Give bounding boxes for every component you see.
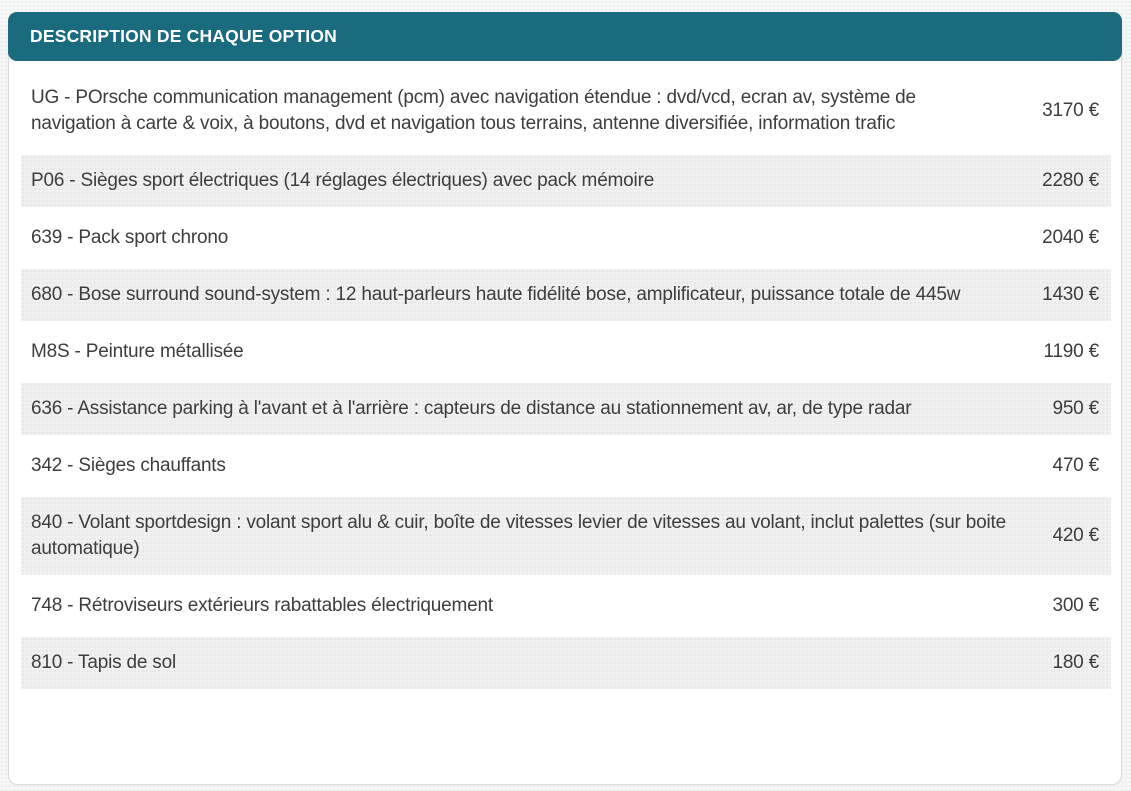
option-row [21, 637, 1111, 689]
option-price: 1190 € [1043, 341, 1099, 362]
option-price: 950 € [1052, 398, 1099, 419]
option-price: 470 € [1052, 455, 1099, 476]
option-row [21, 383, 1111, 435]
page-title: DESCRIPTION DE CHAQUE OPTION [30, 26, 338, 46]
options-card [8, 12, 1122, 785]
option-description: 680 - Bose surround sound-system : 12 haut-parleurs haute fidélité bose, amplificateur, puissance totale de 445w [31, 284, 961, 305]
option-row [21, 440, 1111, 492]
option-price: 1430 € [1042, 284, 1099, 305]
option-description: 342 - Sièges chauffants [31, 455, 226, 476]
option-description: 639 - Pack sport chrono [31, 227, 229, 248]
option-description: UG - POrsche communication management (pcm) avec navigation étendue : dvd/vcd, ecran av, système de navigation à carte & voix, à boutons, dvd et navigation tous terrains, antenne diversifiée, information trafic [31, 87, 916, 134]
option-row [21, 72, 1111, 150]
option-price: 2280 € [1042, 170, 1099, 191]
option-row [21, 326, 1111, 378]
option-price: 300 € [1052, 595, 1099, 616]
option-row [21, 580, 1111, 632]
options-card-header [8, 12, 1122, 61]
option-price: 180 € [1052, 652, 1099, 673]
option-row [21, 212, 1111, 264]
option-description: 636 - Assistance parking à l'avant et à l'arrière : capteurs de distance au stationnement av, ar, de type radar [31, 398, 912, 419]
option-price: 2040 € [1042, 227, 1099, 248]
option-row [21, 155, 1111, 207]
option-price: 420 € [1052, 525, 1099, 546]
option-description: 840 - Volant sportdesign : volant sport alu & cuir, boîte de vitesses levier de vitesses au volant, inclut palettes (sur boite automatique) [31, 512, 1006, 559]
option-row [21, 497, 1111, 575]
option-description: 748 - Rétroviseurs extérieurs rabattables électriquement [31, 595, 493, 616]
option-description: M8S - Peinture métallisée [31, 341, 244, 362]
option-description: 810 - Tapis de sol [31, 652, 176, 673]
option-description: P06 - Sièges sport électriques (14 réglages électriques) avec pack mémoire [31, 170, 655, 191]
options-list [9, 60, 1121, 689]
option-price: 3170 € [1042, 100, 1099, 121]
option-row [21, 269, 1111, 321]
